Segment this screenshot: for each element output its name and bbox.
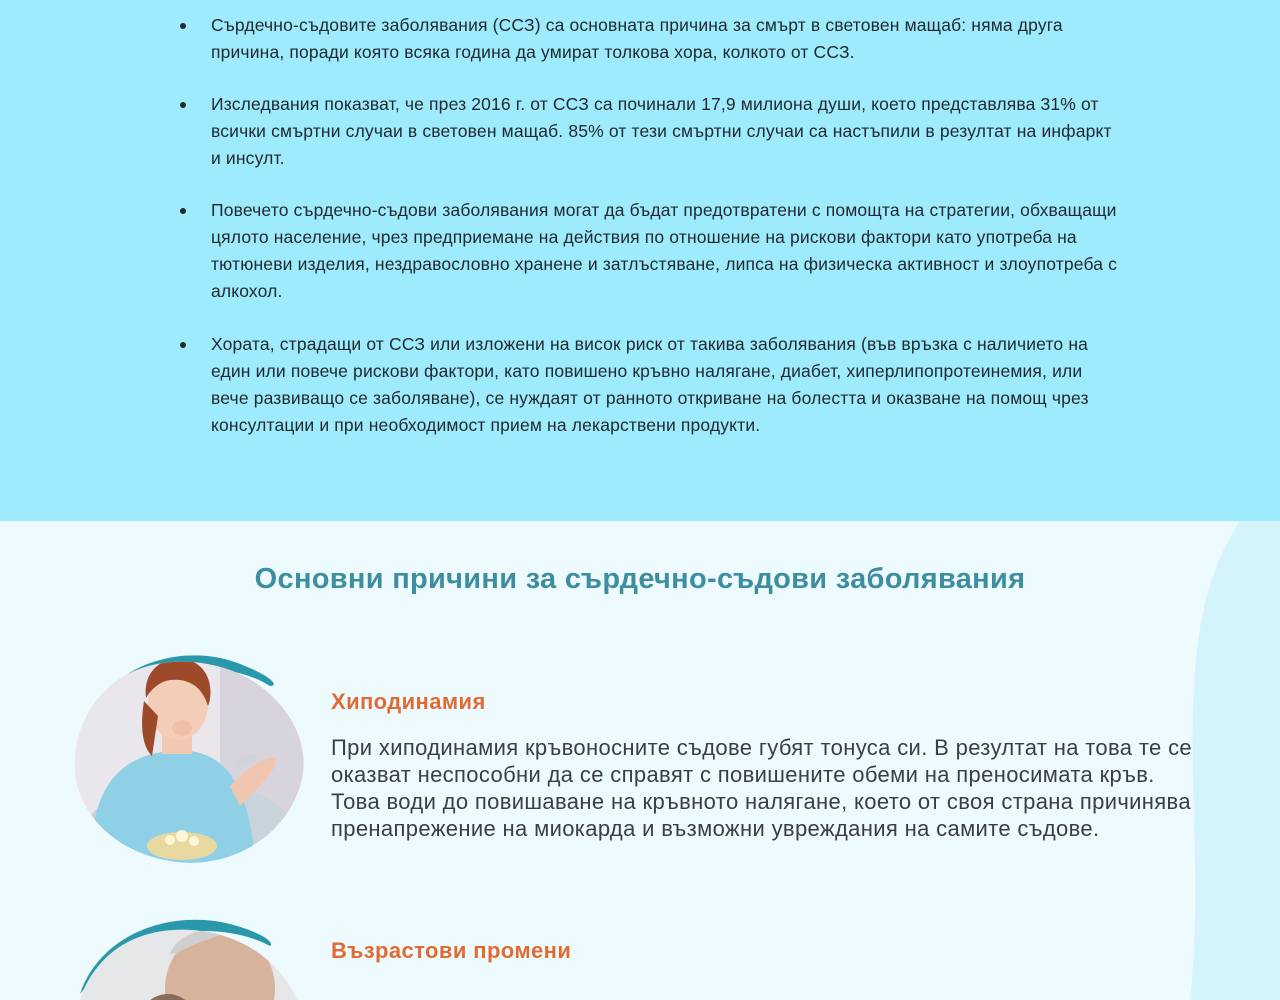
bullet-icon xyxy=(180,342,186,348)
section-title: Основни причини за сърдечно-съдови заболявания xyxy=(254,563,1026,595)
causes-section xyxy=(0,521,1280,1000)
bullet-icon xyxy=(180,23,186,29)
cause-description: При хиподинамия кръвоносните съдове губят тонуса си. В резултат на това те се оказват неспособни да се справят с повишените обеми на преносимата кръв. Това води до повишаване на кръвното налягане, което от своя страна причинява пренапрежение на миокарда и възможни увреждания на самите съдове. xyxy=(331,735,1193,841)
fact-text: Повечето сърдечно-съдови заболявания могат да бъдат предотвратени с помощта на стратегии, обхващащи цялото население, чрез предприемане на действия по отношение на рискови фактори като употреба на тютюневи изделия, нездравословно хранене и затлъстяване, липса на физическа активност и злоупотреба с алкохол. xyxy=(211,200,1118,301)
list-item xyxy=(211,91,1121,172)
fact-text: Сърдечно-съдовите заболявания (ССЗ) са основната причина за смърт в световен мащаб: няма друга причина, поради която всяка година да умират толкова хора, колкото от ССЗ. xyxy=(211,15,1063,62)
bullet-icon xyxy=(180,208,186,214)
cause-title: Възрастови промени xyxy=(331,938,572,963)
list-item xyxy=(211,331,1121,439)
fact-text: Хората, страдащи от ССЗ или изложени на висок риск от такива заболявания (във връзка с наличието на един или повече рискови фактори, като повишено кръвно налягане, диабет, хиперлипопротеинемия, или вече развиващо се заболяване), се нуждаят от ранното откриване на болестта и оказване на помощ чрез консултации и при необходимост прием на лекарствени продукти. xyxy=(211,334,1089,435)
fact-text: Изследвания показват, че през 2016 г. от ССЗ са починали 17,9 милиона души, което представлява 31% от всички смъртни случаи в световен мащаб. 85% от тези смъртни случаи са настъпили в резултат на инфаркт и инсулт. xyxy=(211,94,1112,168)
cause-title: Хиподинамия xyxy=(331,689,486,714)
list-item xyxy=(211,197,1121,305)
woman-eating-popcorn-image xyxy=(70,646,310,868)
elderly-woman-image xyxy=(70,914,310,1000)
bullet-icon xyxy=(180,102,186,108)
list-item xyxy=(211,12,1121,66)
